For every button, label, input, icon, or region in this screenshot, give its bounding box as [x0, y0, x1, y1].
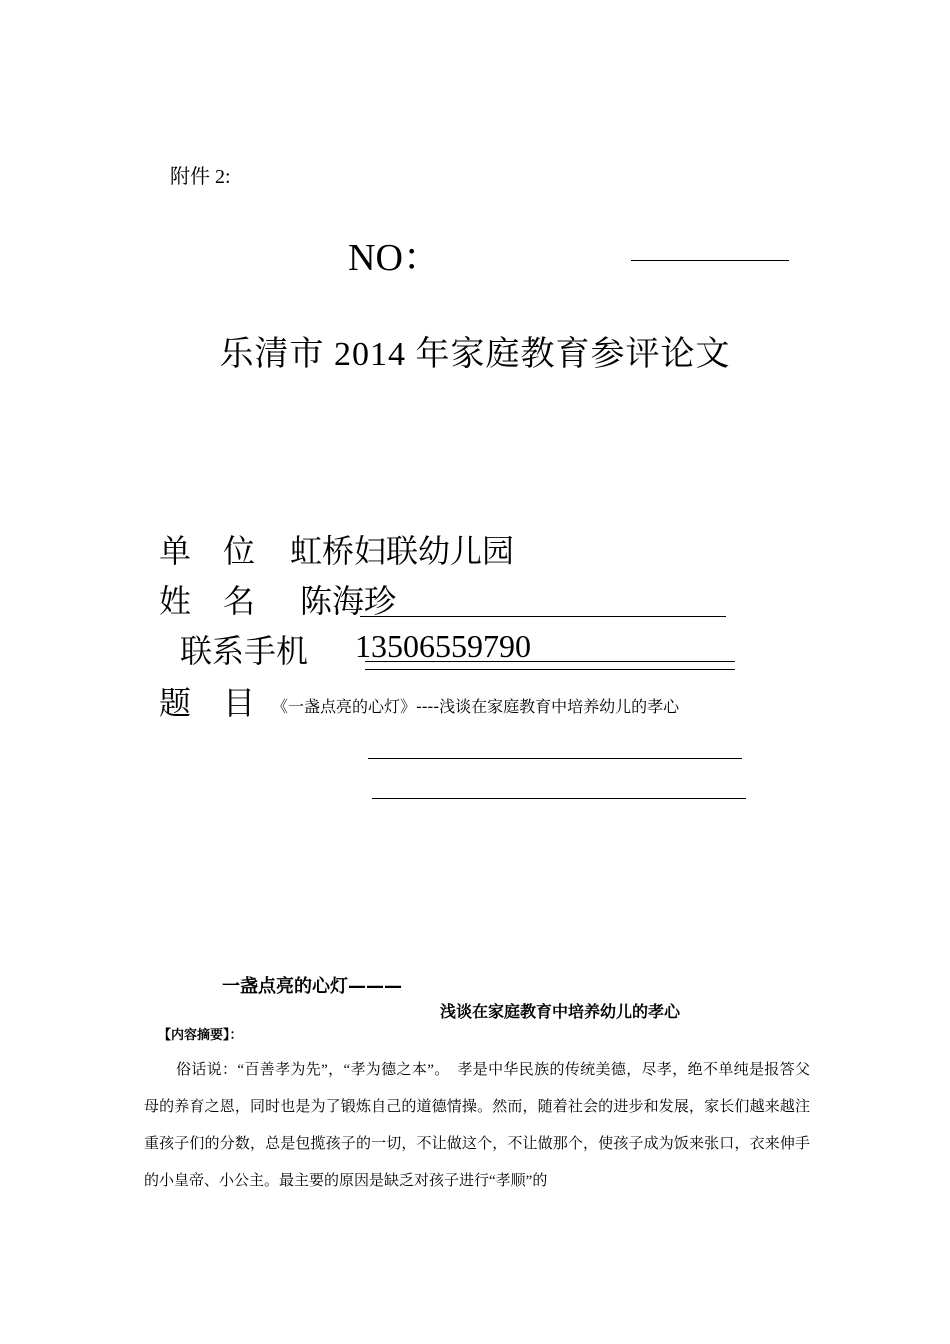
topic-value: 《一盏点亮的心灯》----浅谈在家庭教育中培养幼儿的孝心	[272, 697, 680, 716]
unit-value: 虹桥妇联幼儿园	[290, 532, 515, 570]
name-value: 陈海珍	[300, 582, 397, 620]
document-title: 乐清市 2014 年家庭教育参评论文	[219, 336, 731, 373]
name-label: 姓 名	[159, 582, 256, 620]
unit-label: 单 位	[159, 532, 256, 570]
phone-underline-second	[365, 669, 735, 670]
name-underline	[360, 616, 726, 617]
paper-subheading: 浅谈在家庭教育中培养幼儿的孝心	[440, 1002, 681, 1021]
topic-label: 题 目	[159, 684, 256, 722]
phone-underline	[365, 661, 735, 662]
phone-label: 联系手机	[180, 632, 309, 670]
paper-heading: 一盏点亮的心灯———	[222, 976, 402, 997]
serial-number-label: NO：	[348, 237, 441, 279]
abstract-body: 俗话说：“百善孝为先”，“孝为德之本”。 孝是中华民族的传统美德，尽孝，绝不单纯是报答父母的养育之恩，同时也是为了锻炼自己的道德情操。然而，随着社会的进步和发展，家长们越来越注重孩子们的分数，总是包揽孩子的一切，不让做这个，不让做那个，使孩子成为饭来张口，衣来伸手的小皇帝、小公主。最主要的原因是缺乏对孩子进行“孝顺”的	[144, 1062, 810, 1189]
phone-value: 13506559790	[355, 628, 531, 664]
serial-number-blank-line	[631, 260, 789, 261]
abstract-label: 【内容摘要】：	[158, 1028, 243, 1043]
attachment-label: 附件 2:	[170, 166, 231, 188]
topic-underline-1	[368, 758, 742, 759]
topic-underline-2	[372, 798, 746, 799]
